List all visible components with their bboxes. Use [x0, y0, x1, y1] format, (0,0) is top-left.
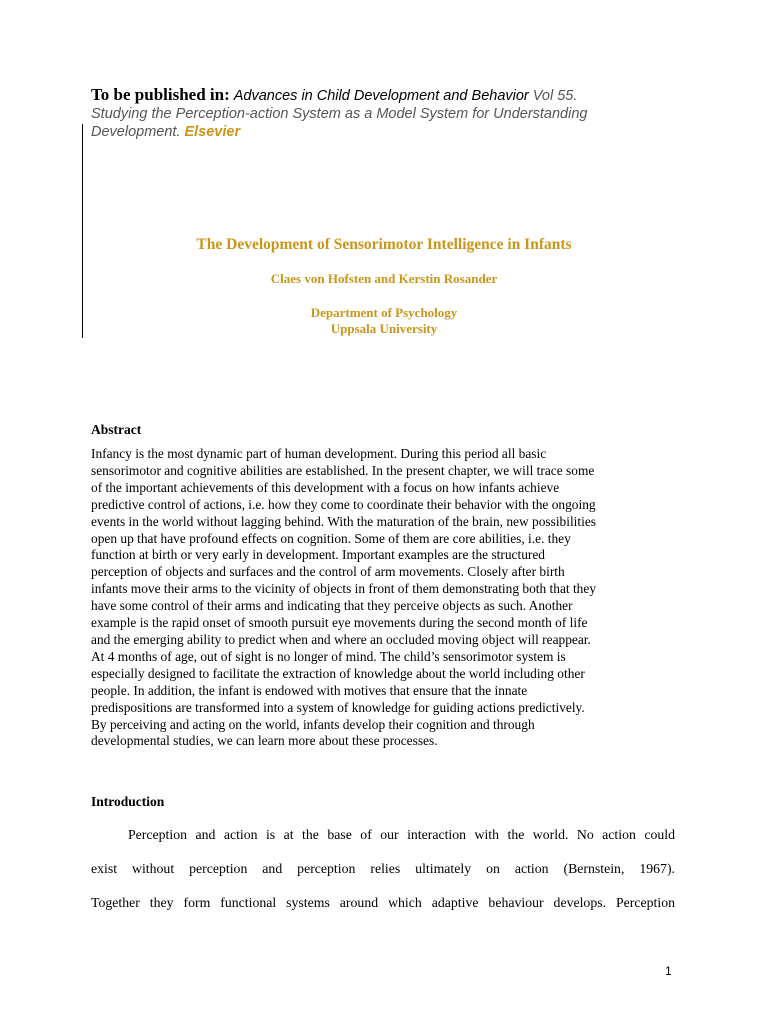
introduction-line: Together they form functional systems around which adaptive behaviour develops. Perception	[91, 895, 675, 910]
abstract-line: infants move their arms to the vicinity of objects in front of them demonstrating both that they	[91, 581, 597, 597]
abstract-line: predispositions are transformed into a system of knowledge for guiding actions predictively.	[91, 699, 585, 715]
abstract-line: example is the rapid onset of smooth pursuit eye movements during the second month of life	[91, 615, 588, 631]
paper-authors: Claes von Hofsten and Kerstin Rosander	[270, 271, 498, 286]
abstract-line: perception of objects and surfaces and the control of arm movements. Closely after birth	[91, 564, 565, 580]
affiliation-department: Department of Psychology	[310, 305, 458, 320]
abstract-heading: Abstract	[91, 422, 142, 437]
volume-title-line: Studying the Perception-action System as a Model System for Understanding	[91, 106, 588, 122]
paper-title: The Development of Sensorimotor Intelligence in Infants	[196, 236, 572, 253]
introduction-heading: Introduction	[91, 794, 165, 809]
introduction-line: exist without perception and perception relies ultimately on action (Bernstein, 1967).	[91, 861, 675, 876]
abstract-line: have some control of their arms and indicating that they perceive objects as such. Another	[91, 598, 573, 614]
journal-volume: Vol 55.	[532, 88, 578, 104]
abstract-line: events in the world without lagging behind. With the maturation of the brain, new possibilities	[91, 513, 596, 529]
abstract-line: especially designed to facilitate the extraction of knowledge about the world including other	[91, 665, 585, 681]
abstract-line: open up that have profound effects on cognition. Some of them are core abilities, i.e. they	[91, 530, 571, 546]
abstract-line: people. In addition, the infant is endowed with motives that ensure that the innate	[91, 682, 528, 698]
abstract-line: At 4 months of age, out of sight is no longer of mind. The child’s sensorimotor system is	[91, 648, 566, 664]
abstract-line: function at birth or very early in development. Important examples are the structured	[91, 547, 546, 563]
abstract-line: developmental studies, we can learn more about these processes.	[91, 733, 438, 749]
affiliation-university: Uppsala University	[330, 321, 438, 336]
publication-label: To be published in:	[91, 85, 230, 104]
abstract-line: sensorimotor and cognitive abilities are established. In the present chapter, we will trace some	[91, 462, 595, 478]
abstract-line: predictive control of actions, i.e. how they come to coordinate their behavior with the ongoing	[91, 496, 596, 512]
page-number: 1	[665, 964, 672, 978]
publication-note	[91, 86, 651, 141]
journal-name: Advances in Child Development and Behavior	[233, 88, 529, 104]
abstract-line: By perceiving and acting on the world, infants develop their cognition and through	[91, 716, 535, 732]
abstract-line: Infancy is the most dynamic part of human development. During this period all basic	[91, 446, 547, 461]
volume-title-line-end: Development.	[91, 124, 181, 140]
abstract-text	[91, 446, 691, 750]
introduction-line: Perception and action is at the base of our interaction with the world. No action could	[128, 827, 675, 842]
publisher-name: Elsevier	[184, 124, 241, 140]
abstract-line: of the important achievements of this development with a focus on how infants achieve	[91, 479, 560, 495]
abstract-line: and the emerging ability to predict when and where an occluded moving object will reappear.	[91, 631, 591, 647]
